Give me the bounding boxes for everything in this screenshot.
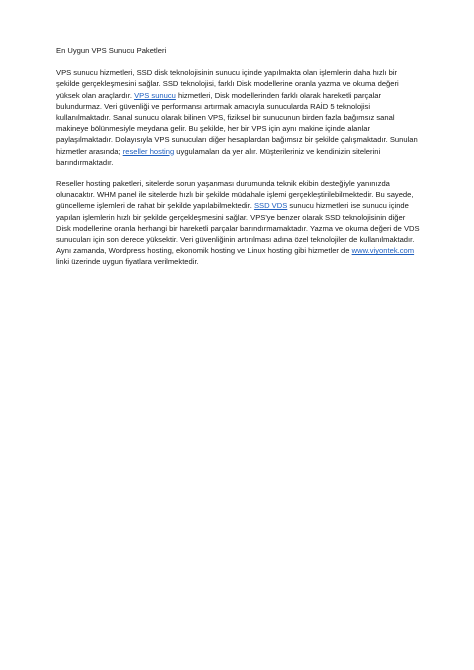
link-vps-sunucu[interactable]: VPS sunucu xyxy=(134,90,176,100)
paragraph-vps-text-3: uygulamaları da yer alır. Müşterileriniz ve kendinizin sitelerini barındırmaktadır. xyxy=(56,146,381,167)
paragraph-vps-text-1: VPS sunucu hizmetleri, SSD disk teknolojisinin sunucu içinde yapılmakta olan işlemlerin daha hızlı bir şekilde gerçekleşmesini sağlar. SSD teknolojisi, farklı Disk modellerine oranla yazma ve okuma değeri yüksek olan araçlardır. xyxy=(56,68,399,100)
paragraph-reseller xyxy=(56,178,420,268)
link-ssd-vds[interactable]: SSD VDS xyxy=(253,201,288,211)
paragraph-reseller-text-3: linki üzerinde uygun fiyatlara verilmektedir. xyxy=(56,257,199,267)
paragraph-vps-text-2: hizmetleri, Disk modellerinden farklı olarak hareketli parçalar bulundurmaz. Veri güvenliği ve performansı artırmak amacıyla sunucularda RAİD 5 teknolojisi kullanılmaktadır. Sanal sunucu olarak bilinen VPS, fiziksel bir sunucunun birden fazla bağımsız sanal makineye bölünmesiyle meydana gelir. Bu şekilde, her bir VPS için aynı makine içinde alanlar paylaşılmaktadır. Dolayısıyla VPS sunucuları diğer hesaplardan bağımsız bir şekilde çalışmaktadır. Sunulan hizmetler arasında; xyxy=(56,90,418,156)
paragraph-reseller-text-1: Reseller hosting paketleri, sitelerde sorun yaşanması durumunda teknik ekibin desteğiyle yanınızda olunacaktır. WHM panel ile sitelerde hızlı bir şekilde müdahale işlemi gerçekleştirilebilmektedir. Bu sayede, güncelleme işlemleri de rahat bir şekilde yapılabilmektedir. xyxy=(56,179,414,211)
document-title: En Uygun VPS Sunucu Paketleri xyxy=(56,46,167,55)
link-viyontek[interactable]: www.viyontek.com xyxy=(351,246,415,256)
document-body xyxy=(56,45,420,278)
link-reseller-hosting[interactable]: reseller hosting xyxy=(122,146,175,156)
paragraph-reseller-text-2: sunucu hizmetleri ise sunucu içinde yapılan işlemlerin hızlı bir şekilde gerçekleşmesini sağlar. VPS'ye benzer olarak SSD teknolojisinin diğer Disk modellerine oranla herhangi bir hareketli parçalar barındırmamaktadır. Yazma ve okuma değeri de VDS sunucuları için son derece yüksektir. Veri güvenliğinin artırılması adına özel teknolojiler de kullanılmaktadır. Aynı zamanda, Wordpress hosting, ekonomik hosting ve Linux hosting gibi hizmetler de xyxy=(56,201,420,256)
paragraph-vps xyxy=(56,67,420,168)
